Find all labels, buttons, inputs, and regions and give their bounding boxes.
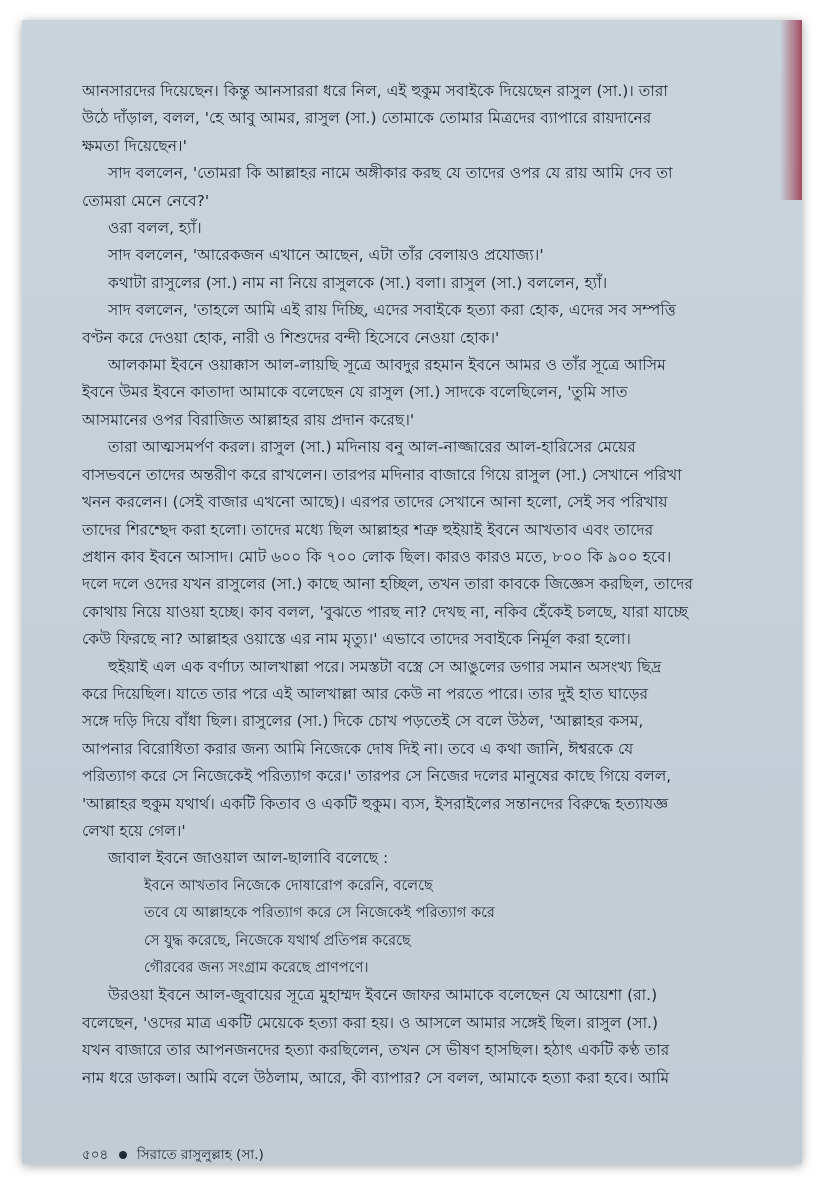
page-footer bbox=[82, 1144, 264, 1164]
text-line: তাদের শিরশ্ছেদ করা হলো। তাদের মধ্যে ছিল আল্লাহর শত্রু হুইয়াই ইবনে আখতাব এবং তাদের bbox=[82, 520, 654, 539]
text-line: আলকামা ইবনে ওয়াক্কাস আল-লায়ছি সূত্রে আবদুর রহমান ইবনে আমর ও তাঁর সূত্রে আসিম bbox=[108, 356, 666, 375]
text-line: ক্ষমতা দিয়েছেন।' bbox=[82, 136, 187, 155]
text-line: বলেছেন, 'ওদের মাত্র একটি মেয়েকে হত্যা করা হয়। ও আসলে আমার সঙ্গেই ছিল। রাসুল (সা.) bbox=[82, 1013, 659, 1032]
running-title: সিরাতে রাসুলুল্লাহ (সা.) bbox=[136, 1147, 264, 1163]
text-line: 'আল্লাহর হুকুম যথার্থ। একটি কিতাব ও একটি হুকুম। ব্যস, ইসরাইলের সন্তানদের বিরুদ্ধে হত্যাযজ্ঞ bbox=[82, 794, 669, 813]
text-line: নাম ধরে ডাকল। আমি বলে উঠলাম, আরে, কী ব্যাপার? সে বলল, আমাকে হত্যা করা হবে। আমি bbox=[82, 1068, 670, 1087]
text-line: কোথায় নিয়ে যাওয়া হচ্ছে। কাব বলল, 'বুঝতে পারছ না? দেখছ না, নকিব হেঁকেই চলছে, যারা যাচ্ছে bbox=[82, 602, 688, 621]
text-line: হুইয়াই এল এক বর্ণাঢ্য আলখাল্লা পরে। সমস্তটা বস্ত্রে সে আঙুলের ডগার সমান অসংখ্য ছিদ্র bbox=[108, 657, 662, 676]
text-line: উরওয়া ইবনে আল-জুবায়ের সূত্রে মুহাম্মদ ইবনে জাফর আমাকে বলেছেন যে আয়েশা (রা.) bbox=[108, 986, 658, 1005]
text-line: প্রধান কাব ইবনে আসাদ। মোট ৬০০ কি ৭০০ লোক ছিল। কারও কারও মতে, ৮০০ কি ৯০০ হবে। bbox=[82, 547, 672, 566]
text-line: পরিত্যাগ করে সে নিজেকেই পরিত্যাগ করে।' তারপর সে নিজের দলের মানুষের কাছে গিয়ে বলল, bbox=[82, 767, 672, 786]
text-line: কথাটা রাসুলের (সা.) নাম না নিয়ে রাসুলকে (সা.) বলা। রাসুল (সা.) বললেন, হ্যাঁ। bbox=[108, 273, 608, 292]
text-line: আসমানের ওপর বিরাজিত আল্লাহর রায় প্রদান করেছ।' bbox=[82, 410, 415, 429]
text-line: বাসভবনে তাদের অন্তরীণ করে রাখলেন। তারপর মদিনার বাজারে গিয়ে রাসুল (সা.) সেখানে পরিখা bbox=[82, 465, 682, 484]
text-line: লেখা হয়ে গেল।' bbox=[82, 821, 186, 840]
text-line: তোমরা মেনে নেবে?' bbox=[82, 191, 210, 210]
text-line: সঙ্গে দড়ি দিয়ে বাঁধা ছিল। রাসুলের (সা.) দিকে চোখ পড়তেই সে বলে উঠল, 'আল্লাহর কসম, bbox=[82, 712, 644, 731]
page-edge-shadow bbox=[780, 20, 802, 200]
text-line: সাদ বললেন, 'তোমরা কি আল্লাহর নামে অঙ্গীকার করছ যে তাদের ওপর যে রায় আমি দেব তা bbox=[108, 164, 673, 183]
text-line: তারা আত্মসমর্পণ করল। রাসুল (সা.) মদিনায় বনু আল-নাজ্জারের আল-হারিসের মেয়ের bbox=[108, 438, 636, 457]
text-line: জাবাল ইবনে জাওয়াল আল-ছালাবি বলেছে : bbox=[108, 849, 389, 868]
page-body-text bbox=[82, 78, 772, 1092]
verse-line: তবে যে আল্লাহকে পরিত্যাগ করে সে নিজেকেই পরিত্যাগ করে bbox=[144, 905, 495, 922]
text-line: ইবনে উমর ইবনে কাতাদা আমাকে বলেছেন যে রাসুল (সা.) সাদকে বলেছিলেন, 'তুমি সাত bbox=[82, 383, 628, 402]
text-line: উঠে দাঁড়াল, বলল, 'হে আবু আমর, রাসুল (সা.) তোমাকে তোমার মিত্রদের ব্যাপারে রায়দানের bbox=[82, 109, 652, 128]
text-line: যখন বাজারে তার আপনজনদের হত্যা করছিলেন, তখন সে ভীষণ হাসছিল। হঠাৎ একটি কণ্ঠ তার bbox=[82, 1041, 670, 1060]
verse-line: ইবনে আখতাব নিজেকে দোষারোপ করেনি, বলেছে bbox=[144, 877, 433, 894]
text-line: কেউ ফিরছে না? আল্লাহর ওয়াস্তে এর নাম মৃত্যু।' এভাবে তাদের সবাইকে নির্মূল করা হলো। bbox=[82, 630, 631, 649]
page-number: ৫০৪ bbox=[82, 1147, 109, 1163]
text-line: করে দিয়েছিল। যাতে তার পরে এই আলখাল্লা আর কেউ না পরতে পারে। তার দুই হাত ঘাড়ের bbox=[82, 684, 649, 703]
text-line: ওরা বলল, হ্যাঁ। bbox=[108, 219, 202, 238]
text-line: বণ্টন করে দেওয়া হোক, নারী ও শিশুদের বন্দী হিসেবে নেওয়া হোক।' bbox=[82, 328, 500, 347]
text-line: সাদ বললেন, 'আরেকজন এখানে আছেন, এটা তাঁর বেলায়ও প্রযোজ্য।' bbox=[108, 246, 544, 265]
verse-line: গৌরবের জন্য সংগ্রাম করেছে প্রাণপণে। bbox=[144, 960, 369, 976]
text-line: খনন করলেন। (সেই বাজার এখনো আছে)। এরপর তাদের সেখানে আনা হলো, সেই সব পরিখায় bbox=[82, 493, 668, 512]
text-line: আপনার বিরোধিতা করার জন্য আমি নিজেকে দোষ দিই না। তবে এ কথা জানি, ঈশ্বরকে যে bbox=[82, 739, 634, 758]
book-page-photo bbox=[22, 20, 802, 1164]
text-line: সাদ বললেন, 'তাহলে আমি এই রায় দিচ্ছি, এদের সবাইকে হত্যা করা হোক, এদের সব সম্পত্তি bbox=[108, 301, 676, 320]
bullet-icon bbox=[119, 1151, 127, 1159]
text-line: দলে দলে ওদের যখন রাসুলের (সা.) কাছে আনা হচ্ছিল, তখন তারা কাবকে জিজ্ঞেস করছিল, তাদের bbox=[82, 575, 693, 594]
text-line: আনসারদের দিয়েছেন। কিন্তু আনসাররা ধরে নিল, এই হুকুম সবাইকে দিয়েছেন রাসুল (সা.)। তারা bbox=[82, 82, 668, 100]
verse-line: সে যুদ্ধ করেছে, নিজেকে যথার্থ প্রতিপন্ন করেছে bbox=[144, 932, 411, 949]
